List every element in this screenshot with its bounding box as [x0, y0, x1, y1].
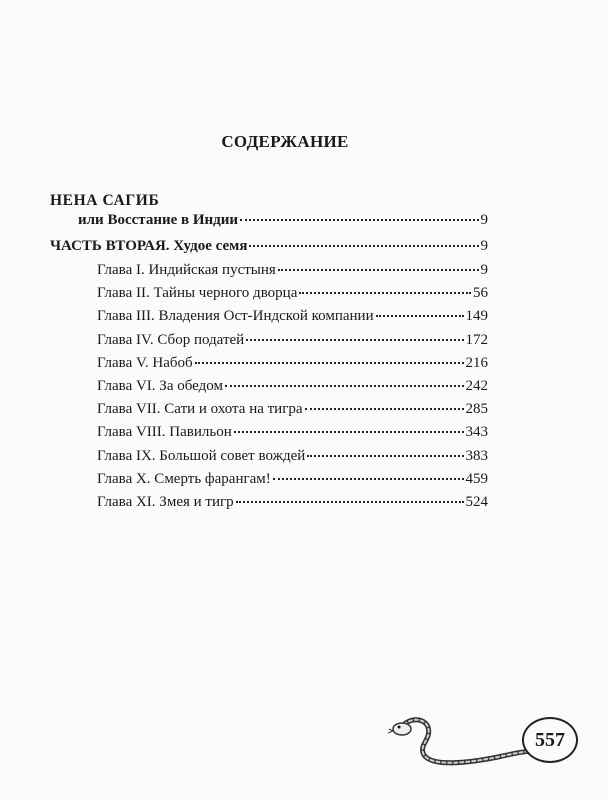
toc-entry-page: 149	[465, 308, 488, 325]
leader-dots	[299, 291, 471, 294]
toc-entry-chapter	[97, 261, 488, 279]
toc-entry-page: 343	[465, 424, 488, 441]
snake-icon	[388, 711, 538, 771]
toc-entry-page: 383	[465, 447, 488, 464]
leader-dots	[305, 407, 464, 410]
toc-entry-page: 242	[465, 378, 488, 394]
leader-dots	[376, 314, 464, 317]
leader-dots	[307, 454, 463, 457]
toc-entry-label: Глава VIII. Павильон	[97, 424, 232, 441]
toc-entry-page: 9	[480, 262, 488, 278]
toc-entry-part-subtitle	[78, 211, 488, 229]
toc-entry-label: Глава X. Смерть фарангам!	[97, 470, 271, 487]
toc-entry-label: Глава III. Владения Ост-Индской компании	[97, 308, 374, 325]
toc-entry-label: Глава VII. Сати и охота на тигра	[97, 401, 303, 418]
leader-dots	[249, 244, 478, 247]
toc-entry-page: 172	[465, 331, 488, 348]
toc-entry-chapter	[97, 354, 488, 372]
part-title: НЕНА САГИБ	[50, 192, 160, 209]
toc-entry-page: 56	[473, 285, 488, 302]
toc-entry-section	[50, 237, 488, 255]
toc-entry-label: или Восстание в Индии	[78, 212, 239, 228]
leader-dots	[278, 268, 479, 271]
toc-entry-page: 524	[465, 494, 488, 510]
leader-dots	[234, 430, 464, 433]
toc-entry-chapter	[97, 284, 488, 302]
leader-dots	[240, 218, 478, 221]
page-title: СОДЕРЖАНИЕ	[221, 132, 349, 151]
leader-dots	[225, 384, 464, 387]
toc-entry-chapter	[97, 331, 488, 349]
toc-entry-label: Глава IV. Сбор податей	[97, 331, 245, 348]
toc-entry-page: 459	[465, 470, 488, 487]
toc-entry-label: Глава XI. Змея и тигр	[97, 494, 234, 510]
toc-entry-chapter	[97, 377, 488, 395]
toc-entry-page: 9	[480, 238, 488, 254]
toc-entry-chapter	[97, 307, 488, 325]
leader-dots	[246, 338, 463, 341]
toc-entry-chapter	[97, 423, 488, 441]
page-number: 557	[522, 717, 578, 763]
toc-entry-label: Глава I. Индийская пустыня	[97, 262, 276, 278]
toc-entry-label: Глава IX. Большой совет вождей	[97, 447, 306, 464]
toc-entry-chapter	[97, 493, 488, 511]
page-footer	[388, 711, 578, 771]
toc-entry-label: Глава V. Набоб	[97, 354, 193, 371]
leader-dots	[195, 361, 464, 364]
toc-entry-label: ЧАСТЬ ВТОРАЯ. Худое семя	[50, 238, 248, 254]
toc-entry-label: Глава II. Тайны черного дворца	[97, 285, 298, 302]
leader-dots	[236, 500, 464, 503]
toc-entry-page: 285	[465, 401, 488, 418]
toc-entry-chapter	[97, 447, 488, 465]
toc-entry-page: 9	[480, 212, 488, 228]
toc-entry-label: Глава VI. За обедом	[97, 378, 223, 394]
toc-entry-page: 216	[465, 354, 488, 371]
leader-dots	[273, 477, 464, 480]
toc-entry-chapter	[97, 470, 488, 488]
toc-entry-chapter	[97, 400, 488, 418]
